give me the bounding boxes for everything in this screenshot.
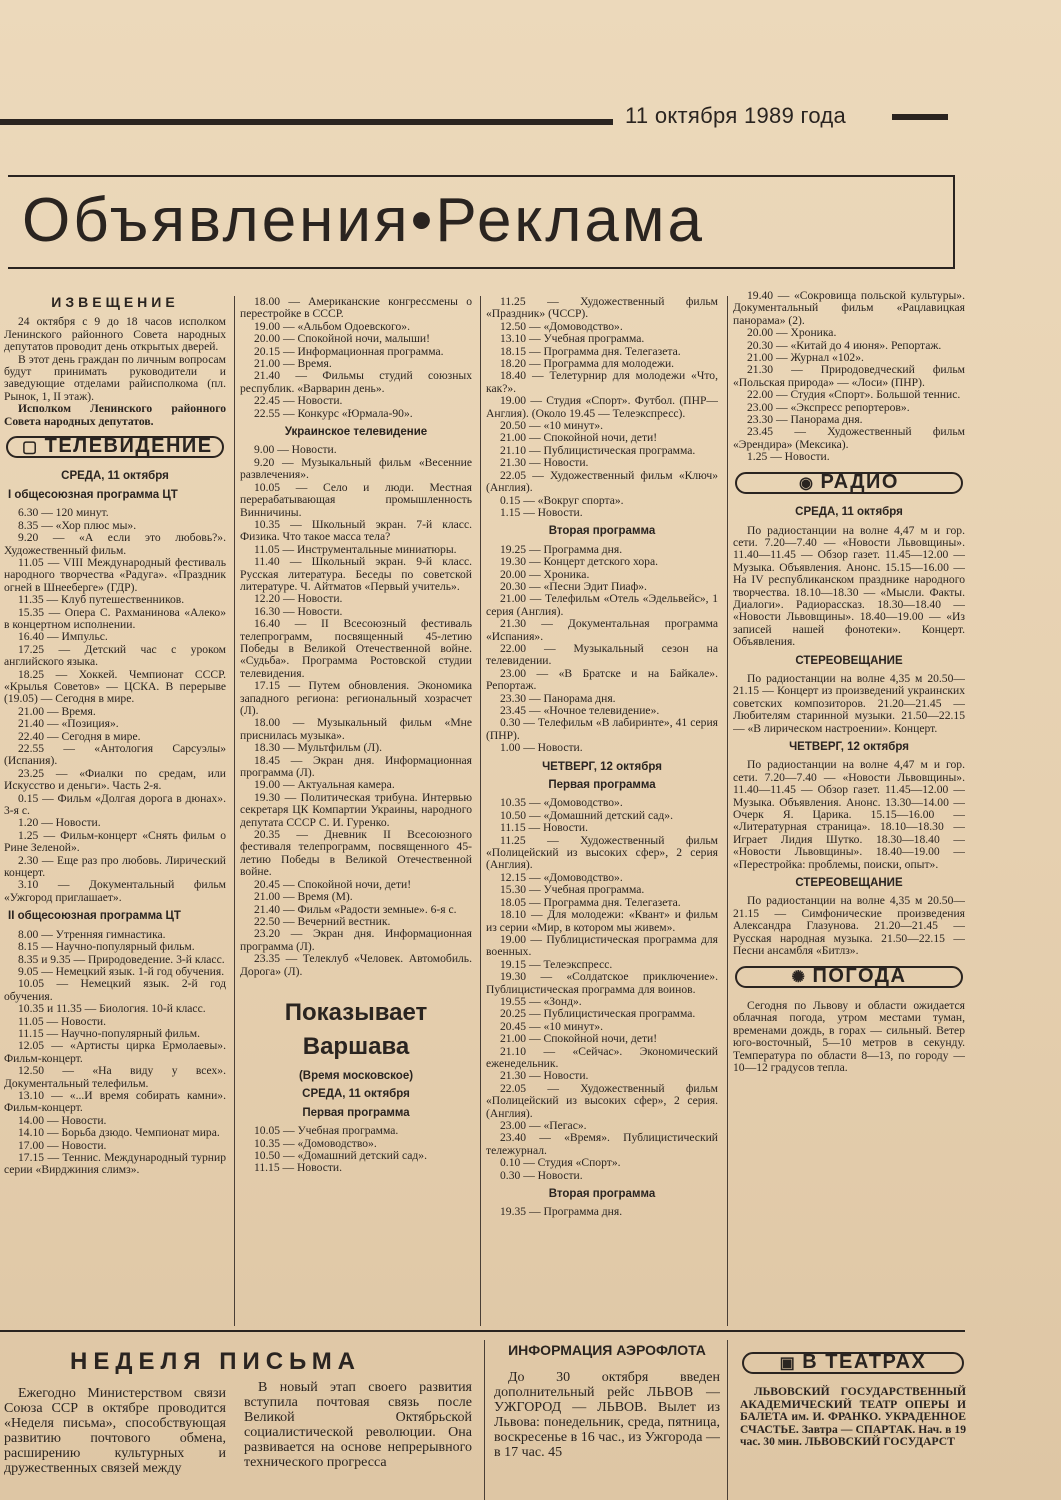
schedule-item: 8.00 — Утренняя гимнастика.: [18, 927, 166, 941]
schedule-item: 22.40 — Сегодня в мире.: [18, 729, 141, 743]
notice-title: ИЗВЕЩЕНИЕ: [51, 296, 179, 310]
schedule-item: 18.45 — Экран дня. Информационная программа (Л).: [240, 753, 472, 780]
tv-program-1-list: [4, 507, 226, 904]
schedule-item: 9.20 — «А если это любовь?». Художественный фильм.: [4, 531, 226, 557]
tv-program-1: I общесоюзная программа ЦТ: [8, 488, 178, 501]
schedule-item: 23.20 — Экран дня. Информационная программа (Л).: [240, 927, 472, 953]
schedule-item: 17.00 — Новости.: [18, 1138, 107, 1152]
weather-section-label: [735, 966, 963, 988]
tv-section-label: [6, 436, 224, 458]
schedule-item: 22.00 — Студия «Спорт». Большой теннис.: [747, 388, 961, 402]
schedule-item: 18.10 — Для молодежи: «Квант» и фильм из серии «Мир, в котором мы живем».: [486, 908, 718, 934]
schedule-item: 10.05 — Учебная программа.: [254, 1124, 399, 1138]
week-text-paragraph: Ежегодно Министерством связи Союза ССР в октябре проводится «Неделя письма», способствующая развитию почтового обмена, расширению культурных и дружественных связей между: [4, 1386, 226, 1476]
schedule-item: 1.25 — Фильм-концерт «Снять фильм о Рине Зеленой».: [4, 828, 226, 855]
schedule-item: 0.10 — Студия «Спорт».: [500, 1156, 621, 1170]
schedule-item: 12.20 — Новости.: [254, 592, 343, 606]
column-divider: [234, 296, 235, 1326]
schedule-item: 15.30 — Учебная программа.: [500, 883, 645, 897]
schedule-item: 10.35 — «Домоводство».: [254, 1136, 377, 1150]
schedule-item: 23.30 — Панорама дня.: [500, 691, 616, 705]
column-divider: [727, 1340, 728, 1500]
schedule-item: 18.00 — Музыкальный фильм «Мне приснилась музыка».: [240, 716, 472, 742]
schedule-item: 23.35 — Телеклуб «Человек. Автомобиль. Дорога» (Л).: [240, 952, 472, 978]
schedule-item: 22.05 — Художественный фильм «Полицейский из высоких сфер», 2 серия. (Англия).: [486, 1081, 718, 1120]
schedule-item: 19.00 — Актуальная камера.: [254, 778, 395, 792]
week-title: НЕДЕЛЯ ПИСЬМА: [70, 1348, 362, 1375]
schedule-item: 21.00 — Журнал «102».: [747, 351, 864, 365]
schedule-item: 19.25 — Программа дня.: [500, 542, 623, 556]
schedule-item: 19.55 — «Зонд».: [500, 994, 582, 1008]
masthead-title: Объявления•Реклама: [22, 186, 706, 255]
schedule-item: 11.35 — Клуб путешественников.: [18, 593, 185, 607]
schedule-item: 22.45 — Новости.: [254, 394, 343, 408]
schedule-item: 20.30 — «Песни Эдит Пиаф».: [500, 579, 647, 593]
tv-program-2-list: [4, 929, 226, 1177]
warsaw-program: Первая программа: [302, 1106, 410, 1119]
schedule-item: 21.00 — Спокойной ночи, дети!: [500, 431, 658, 445]
week-text-paragraph: В новый этап своего развития вступила почтовая связь после Великой Октябрьской социалистической революции. Она развивается на основе непрерывного технического прогресса: [244, 1380, 472, 1470]
schedule-item: 22.00 — Музыкальный сезон на телевидении.: [486, 641, 718, 668]
radio-icon: ◉: [799, 474, 815, 492]
warsaw-thursday-program-2-list: [486, 1206, 718, 1218]
issue-date: 11 октября 1989 года: [625, 103, 847, 128]
schedule-item: 21.30 — Документальная программа «Испания».: [486, 617, 718, 643]
schedule-item: 11.05 — Инструментальные миниатюры.: [254, 542, 457, 556]
schedule-item: 20.25 — Публицистическая программа.: [500, 1007, 696, 1021]
aeroflot-text: До 30 октября введен дополнительный рейс ЛЬВОВ — УЖГОРОД — ЛЬВОВ. Вылет из Львова: понедельник, среда, пятница, воскресенье в 16 час., из Ужгорода — в 17 час. 45: [494, 1370, 720, 1460]
schedule-item: 21.40 — Фильм «Радости земные». 6-я с.: [254, 902, 457, 916]
notice-text: В этот день граждан по личным вопросам будут принимать руководители и заведующие отделами райисполкома (пл. Рынок, 1, II этаж).: [4, 352, 226, 403]
schedule-item: 8.15 — Научно-популярный фильм.: [18, 940, 195, 954]
schedule-item: 18.00 — Американские конгрессмены о перестройке в СССР.: [240, 296, 472, 321]
schedule-item: 22.05 — Художественный фильм «Ключ» (Англия).: [486, 468, 718, 495]
schedule-item: 10.35 и 11.35 — Биология. 10-й класс.: [18, 1002, 206, 1016]
tv-program-2-continued: [240, 296, 472, 420]
schedule-item: 11.15 — Новости.: [500, 821, 589, 835]
schedule-item: 14.10 — Борьба дзюдо. Чемпионат мира.: [18, 1126, 220, 1140]
schedule-item: 19.35 — Программа дня.: [500, 1205, 623, 1219]
schedule-item: 21.30 — Новости.: [500, 456, 589, 470]
schedule-item: 21.10 — «Сейчас». Экономический еженедельник.: [486, 1044, 718, 1070]
schedule-item: 20.00 — Спокойной ночи, малыши!: [254, 332, 430, 346]
radio-text: По радиостанции на волне 4,35 м 20.50—21.15 — Концерт из произведений украинских советских композиторов. 21.20—21.45 — Любителям старинной музыки. 21.50—22.15 — «В лирическом настроении». Концерт.: [733, 671, 965, 735]
schedule-item: 17.15 — Теннис. Международный турнир серии «Вирджиния слимз».: [4, 1151, 226, 1177]
schedule-item: 10.35 — Школьный экран. 7-й класс. Физика. Что такое масса тела?: [240, 517, 472, 544]
column-divider: [480, 296, 481, 1326]
schedule-item: 21.30 — Природоведческий фильм «Польская природа» — «Лоси» (ПНР).: [733, 363, 965, 389]
schedule-item: 1.20 — Новости.: [18, 816, 101, 830]
schedule-item: 19.00 — Публицистическая программа для военных.: [486, 932, 718, 959]
column-divider: [484, 1340, 485, 1500]
tv-icon: ▢: [22, 439, 39, 457]
stereo-title: СТЕРЕОВЕЩАНИЕ: [795, 654, 903, 667]
schedule-item: 11.05 — VIII Международный фестиваль народного творчества «Радуга». «Праздник огней в Шнееберге» (ГДР).: [4, 555, 226, 594]
schedule-item: 21.00 — Время.: [18, 704, 96, 718]
schedule-item: 18.30 — Мультфильм (Л).: [254, 741, 382, 755]
warsaw-thursday: ЧЕТВЕРГ, 12 октября: [542, 760, 662, 773]
schedule-item: 8.35 и 9.35 — Природоведение. 3-й класс.: [18, 952, 225, 966]
schedule-item: 11.15 — Новости.: [254, 1161, 343, 1175]
schedule-item: 11.15 — Научно-популярный фильм.: [18, 1026, 200, 1040]
sun-icon: ✺: [791, 968, 807, 986]
theatre-section-text: В ТЕАТРАХ: [802, 1351, 927, 1373]
schedule-item: 13.10 — Учебная программа.: [500, 332, 645, 346]
schedule-item: 0.30 — Новости.: [500, 1168, 583, 1182]
schedule-item: 18.05 — Программа дня. Телегазета.: [500, 895, 681, 909]
schedule-item: 11.40 — Школьный экран. 9-й класс. Русская литература. Беседы по советской литературе. Ч. Айтматов «Первый учитель».: [240, 555, 472, 593]
radio-section-label: [735, 472, 963, 494]
mask-icon: ▣: [779, 1355, 797, 1372]
schedule-item: 11.25 — Художественный фильм «Полицейский из высоких сфер», 2 серия (Англия).: [486, 833, 718, 872]
schedule-item: 20.35 — Дневник II Всесоюзного фестиваля телепрограмм, посвященного 45-летию Победы в Великой Отечественной войне.: [240, 828, 472, 879]
schedule-item: 20.00 — Хроника.: [500, 567, 590, 581]
schedule-item: 19.40 — «Сокровища польской культуры». Документальный фильм «Рацлавицкая панорама» (2).: [733, 290, 965, 327]
ukr-tv-title: Украинское телевидение: [284, 426, 428, 439]
schedule-item: 21.00 — Телефильм «Отель «Эдельвейс», 1 серия (Англия).: [486, 592, 718, 618]
schedule-item: 2.30 — Еще раз про любовь. Лирический концерт.: [4, 853, 226, 880]
schedule-item: 18.20 — Программа для молодежи.: [500, 357, 675, 371]
warsaw-list: [240, 1125, 472, 1175]
schedule-item: 20.15 — Информационная программа.: [254, 344, 444, 358]
schedule-item: 21.00 — Время.: [254, 357, 332, 371]
column-divider: [727, 296, 728, 1326]
schedule-item: 20.45 — «10 минут».: [500, 1019, 604, 1033]
tv-section-text: ТЕЛЕВИДЕНИЕ: [44, 435, 213, 458]
dateline: [0, 103, 960, 131]
schedule-item: 19.00 — Студия «Спорт». Футбол. (ПНР—Англия). (Около 19.45 — Телеэкспресс).: [486, 394, 718, 420]
notice-signature: Исполком Ленинского районного Совета народных депутатов.: [4, 402, 226, 428]
theatre-text: ЛЬВОВСКИЙ ГОСУДАРСТВЕННЫЙ АКАДЕМИЧЕСКИЙ ТЕАТР ОПЕРЫ И БАЛЕТА им. И. ФРАНКО. УКРАДЕННОЕ СЧАСТЬЕ. Завтра — СПАРТАК. Нач. в 19 час. 30 мин. ЛЬВОВСКИЙ ГОСУДАРСТ: [740, 1385, 966, 1449]
theatre-block: [740, 1346, 966, 1500]
schedule-item: 0.15 — «Вокруг спорта».: [500, 493, 624, 507]
warsaw-list-continued: [486, 296, 718, 519]
column-2: [240, 296, 472, 1328]
schedule-item: 23.45 — «Ночное телевидение».: [500, 704, 660, 717]
schedule-item: 17.25 — Детский час с уроком английского языка.: [4, 642, 226, 669]
warsaw-day: СРЕДА, 11 октября: [302, 1088, 410, 1101]
notice-text: 24 октября с 9 до 18 часов исполком Ленинского районного Совета народных депутатов проводит день открытых дверей.: [4, 315, 226, 354]
schedule-item: 10.50 — «Домашний детский сад».: [500, 808, 673, 822]
schedule-item: 22.55 — Конкурс «Юрмала-90».: [254, 406, 413, 420]
warsaw-program-2: Вторая программа: [548, 525, 656, 538]
schedule-item: 9.20 — Музыкальный фильм «Весенние развлечения».: [240, 455, 472, 482]
masthead: [8, 175, 955, 269]
schedule-item: 18.15 — Программа дня. Телегазета.: [500, 344, 681, 358]
radio-text: По радиостанции на волне 4,47 м и гор. сети. 7.20—7.40 — «Новости Львовщины». 11.40—11.45 — Обзор газет. 11.45—12.00 — Музыка. Объявления. Анонс. 15.15—16.00 — На IV республиканском празднике народного творчества. 18.10—18.30 — «Мысли. Факты. Диалоги». Радиорассказ. 18.30—18.40 — «Новости Львовщины». 18.40—19.00 — «Из записей нашей фонотеки». Концерт. Объявления.: [733, 523, 965, 649]
schedule-item: 23.00 — «В Братске и на Байкале». Репортаж.: [486, 666, 718, 693]
schedule-item: 20.30 — «Китай до 4 июня». Репортаж.: [747, 338, 942, 352]
column-4: [733, 290, 965, 1330]
schedule-item: 20.00 — Хроника.: [747, 326, 837, 340]
schedule-item: 14.00 — Новости.: [18, 1113, 107, 1127]
schedule-item: 10.05 — Немецкий язык. 2-й год обучения.: [4, 977, 226, 1003]
week-text-1: [4, 1386, 226, 1500]
schedule-item: 23.00 — «Экспресс репортеров».: [747, 400, 910, 414]
schedule-item: 20.45 — Спокойной ночи, дети!: [254, 877, 412, 891]
schedule-item: 18.25 — Хоккей. Чемпионат СССР. «Крылья Советов» — ЦСКА. В перерыве (19.05) — Сегодня в мире.: [4, 667, 226, 706]
schedule-item: 21.10 — Публицистическая программа.: [500, 443, 696, 457]
schedule-item: 22.50 — Вечерний вестник.: [254, 914, 391, 928]
schedule-item: 17.15 — Путем обновления. Экономика западного региона: региональный хозрасчет (Л).: [240, 679, 472, 717]
radio-thursday: ЧЕТВЕРГ, 12 октября: [789, 741, 909, 753]
schedule-item: 12.05 — «Артисты цирка Ермолаевы». Фильм-концерт.: [4, 1039, 226, 1065]
weather-text: Сегодня по Львову и области ожидается облачная погода, утром местами туман, временами дождь, в горах — сильный. Ветер юго-восточный, 5—10 метров в секунду. Температура по области 8—13, по городу — 10—12 градусов тепла.: [733, 998, 965, 1074]
schedule-item: 11.05 — Новости.: [18, 1014, 107, 1028]
schedule-item: 12.15 — «Домоводство».: [500, 870, 623, 884]
schedule-item: 15.35 — Опера С. Рахманинова «Алеко» в концертном исполнении.: [4, 605, 226, 631]
schedule-item: 19.30 — «Солдатское приключение». Публицистическая программа для воинов.: [486, 970, 718, 996]
schedule-item: 3.10 — Документальный фильм «Ужгород приглашает».: [4, 878, 226, 904]
schedule-item: 20.50 — «10 минут».: [500, 419, 604, 433]
schedule-item: 0.15 — Фильм «Долгая дорога в дюнах». 3-я с.: [4, 791, 226, 818]
radio-text: По радиостанции на волне 4,35 м 20.50—21.15 — Симфонические произведения Александра Глазунова. 21.20—21.45 — Русская народная музыка. 21.50—22.15 — Песни ансамбля «Битлз».: [733, 894, 965, 958]
warsaw-program-2-list: [486, 544, 718, 755]
warsaw-thursday-list: [486, 797, 718, 1182]
warsaw-time-note: (Время московское): [298, 1069, 414, 1082]
schedule-item: 23.25 — «Фиалки по средам, или Искусство и деньги». Часть 2-я.: [4, 766, 226, 793]
tv-program-2: II общесоюзная программа ЦТ: [8, 910, 181, 923]
schedule-item: 12.50 — «На виду у всех». Документальный телефильм.: [4, 1064, 226, 1090]
radio-text: По радиостанции на волне 4,47 м и гор. сети. 7.20—7.40 — «Новости Львовщины». 11.40—11.45 — Обзор газет. 11.45—12.00 — Музыка. Объявления. Анонс. 13.30—14.00 — Очерк Я. Царика. 15.15—16.00 — «Литературная страница». 18.10—18.30 — Играет Лидия Шутко. 18.30—18.40 — «Новости Львовщины». 18.40—19.00 — «Перестройка: проблемы, поиски, опыт».: [733, 758, 965, 871]
schedule-item: 10.05 — Село и люди. Местная перерабатывающая промышленность Винничины.: [240, 480, 472, 519]
schedule-item: 21.00 — Спокойной ночи, дети!: [500, 1032, 658, 1046]
tv-day: СРЕДА, 11 октября: [61, 470, 169, 483]
schedule-item: 16.40 — Импульс.: [18, 630, 108, 644]
schedule-item: 19.30 — Концерт детского хора.: [500, 555, 658, 569]
schedule-item: 9.05 — Немецкий язык. 1-й год обучения.: [18, 964, 225, 978]
warsaw-thursday-program-1: Первая программа: [548, 779, 656, 792]
schedule-item: 13.10 — «...И время собирать камни». Фильм-концерт.: [4, 1088, 226, 1115]
schedule-item: 1.25 — Новости.: [747, 450, 830, 464]
theatre-section-label: [742, 1352, 964, 1374]
schedule-item: 18.40 — Телетурнир для молодежи «Что, как?».: [486, 369, 718, 395]
schedule-item: 16.30 — Новости.: [254, 604, 343, 618]
radio-day: СРЕДА, 11 октября: [795, 506, 903, 519]
schedule-item: 21.00 — Время (М).: [254, 890, 353, 904]
schedule-item: 23.45 — Художественный фильм «Эрендира» (Мексика).: [733, 425, 965, 451]
schedule-item: 0.30 — Телефильм «В лабиринте», 41 серия (ПНР).: [486, 716, 718, 742]
schedule-item: 21.40 — Фильмы студий союзных республик. «Варварин день».: [240, 369, 472, 395]
dateline-rule-end: [892, 114, 948, 120]
warsaw-thursday-program-2: Вторая программа: [548, 1188, 656, 1201]
schedule-item: 21.40 — «Позиция».: [18, 717, 119, 731]
schedule-item: 10.35 — «Домоводство».: [500, 796, 623, 810]
dateline-rule: [0, 119, 613, 125]
schedule-item: 8.35 — «Хор плюс мы».: [18, 518, 137, 532]
schedule-item: 10.50 — «Домашний детский сад».: [254, 1148, 427, 1162]
schedule-item: 19.15 — Телеэкспресс.: [500, 957, 613, 971]
schedule-item: 23.00 — «Пегас».: [500, 1119, 587, 1132]
schedule-item: 9.00 — Новости.: [254, 443, 337, 457]
aeroflot-title: ИНФОРМАЦИЯ АЭРОФЛОТА: [508, 1342, 706, 1358]
stereo-title: СТЕРЕОВЕЩАНИЕ: [795, 877, 903, 890]
warsaw-program-2-continued: [733, 290, 965, 464]
schedule-item: 21.30 — Новости.: [500, 1069, 589, 1083]
schedule-item: 22.55 — «Антология Сарсуэлы» (Испания).: [4, 742, 226, 768]
schedule-item: 12.50 — «Домоводство».: [500, 319, 623, 333]
bottom-rule: [0, 1330, 965, 1332]
aeroflot-block: [494, 1338, 720, 1500]
schedule-item: 16.40 — II Всесоюзный фестиваль телепрограмм, посвященный 45-летию Победы в Великой Отечественной войне. «Судьба». Программа Ростовской студии телевидения.: [240, 617, 472, 680]
schedule-item: 11.25 — Художественный фильм «Праздник» (ЧССР).: [486, 296, 718, 321]
schedule-item: 1.15 — Новости.: [500, 505, 583, 519]
warsaw-title: Показывает Варшава: [284, 998, 428, 1060]
schedule-item: 19.00 — «Альбом Одоевского».: [254, 319, 410, 333]
ukr-tv-list: [240, 444, 472, 977]
weather-section-text: ПОГОДА: [812, 964, 907, 987]
week-text-2: [244, 1380, 472, 1500]
schedule-item: 23.30 — Панорама дня.: [747, 413, 863, 427]
column-3: [486, 296, 718, 1328]
schedule-item: 23.40 — «Время». Публицистический тележурнал.: [486, 1131, 718, 1157]
schedule-item: 19.30 — Политическая трибуна. Интервью секретаря ЦК Компартии Украины, народного депутата СССР С. И. Гуренко.: [240, 790, 472, 829]
column-1: [4, 296, 226, 1328]
schedule-item: 6.30 — 120 минут.: [18, 506, 109, 520]
schedule-item: 1.00 — Новости.: [500, 741, 583, 755]
radio-section-text: РАДИО: [820, 470, 899, 493]
